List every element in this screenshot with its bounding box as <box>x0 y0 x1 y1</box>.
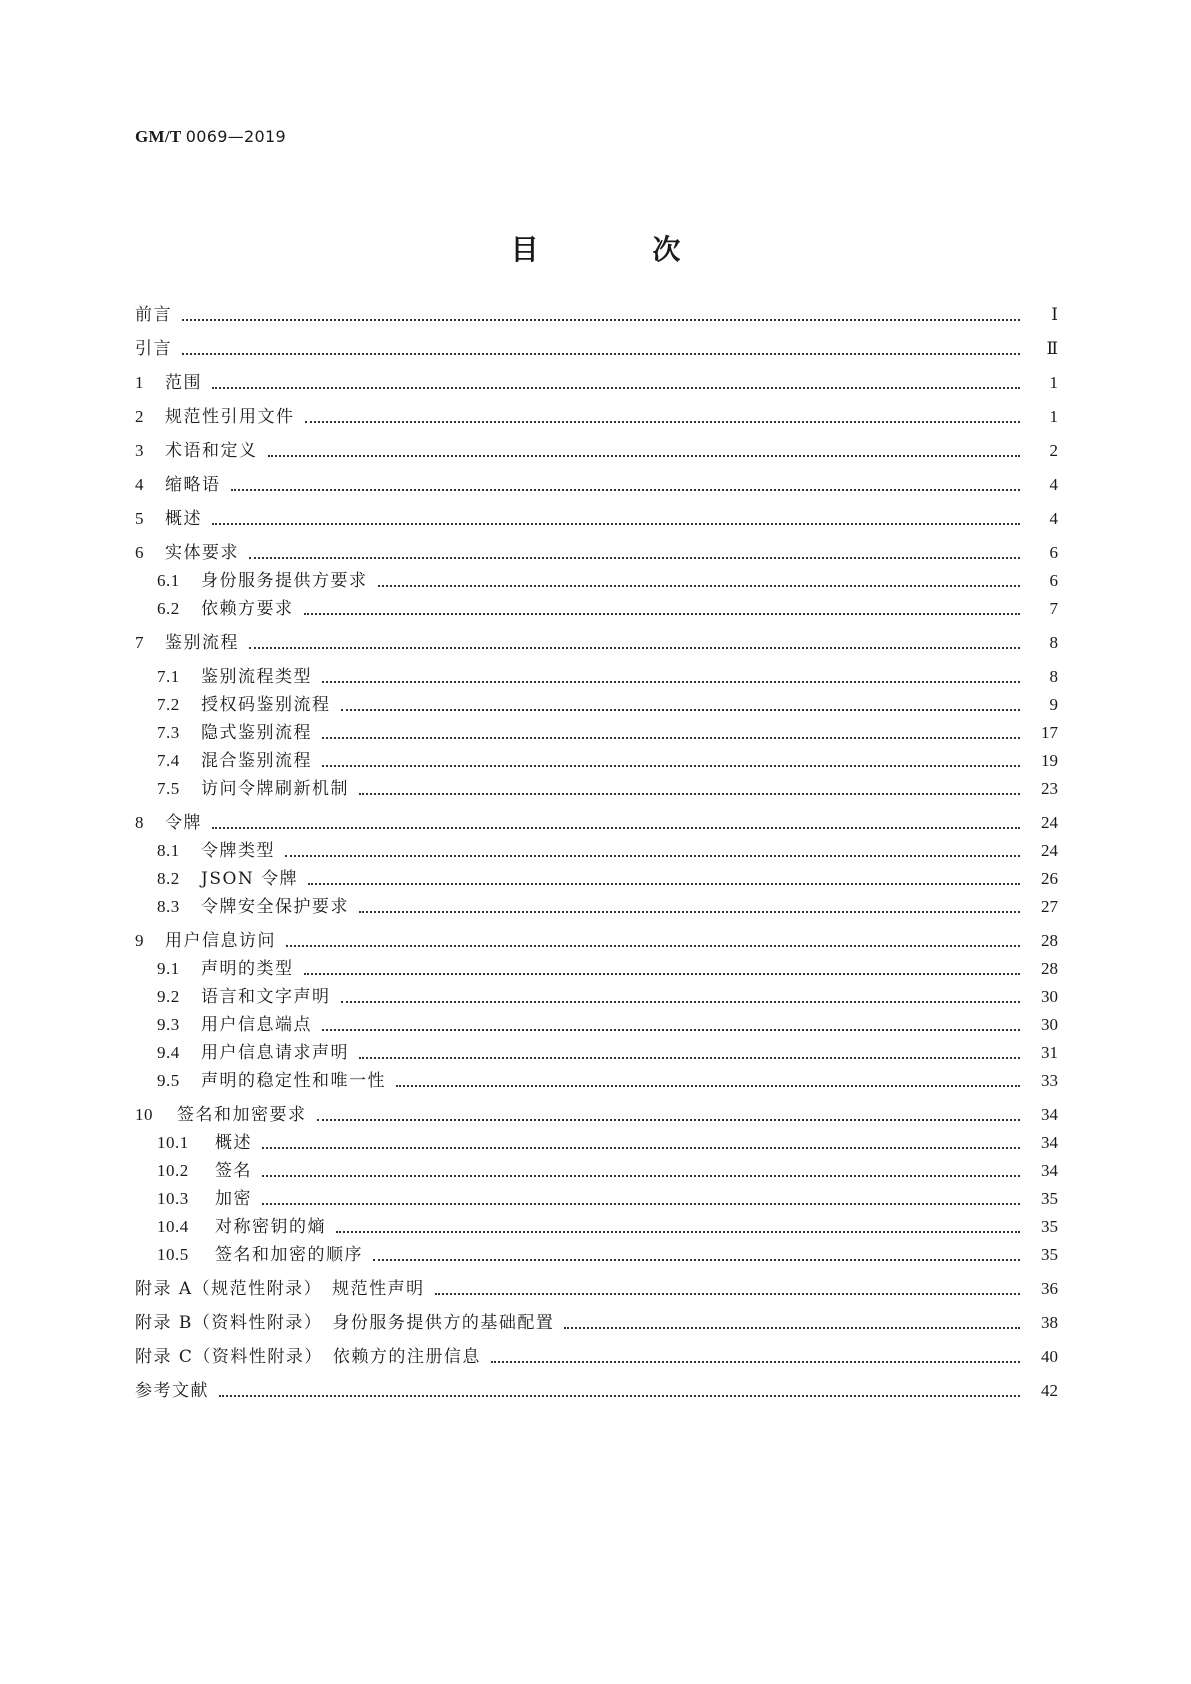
toc-entry-title: 访问令牌刷新机制 <box>201 779 349 799</box>
toc-entry[interactable] <box>157 748 1058 774</box>
toc-dot-leader <box>262 1174 1020 1177</box>
toc-entry-title: 令牌安全保护要求 <box>201 897 349 917</box>
toc-entry[interactable] <box>135 370 1058 396</box>
toc-entry[interactable] <box>135 404 1058 430</box>
toc-page-number: 26 <box>1041 869 1058 888</box>
toc-entry-title: 授权码鉴别流程 <box>201 695 331 715</box>
toc-entry-title: 附录 B（资料性附录） 身份服务提供方的基础配置 <box>135 1313 555 1333</box>
toc-dot-leader <box>285 854 1020 857</box>
standard-code <box>135 127 286 147</box>
toc-page-number: 17 <box>1041 723 1058 742</box>
toc-dot-leader <box>304 612 1021 615</box>
toc-entry-title: 声明的类型 <box>201 959 294 979</box>
toc-dot-leader <box>304 972 1021 975</box>
toc-page-number: 34 <box>1041 1105 1058 1124</box>
toc-entry-title: 用户信息请求声明 <box>201 1043 349 1063</box>
toc-page-number: 4 <box>1049 509 1058 528</box>
toc-dot-leader <box>268 454 1021 457</box>
toc-entry-number: 10.5 <box>157 1245 189 1264</box>
toc-entry-title: 附录 C（资料性附录） 依赖方的注册信息 <box>135 1347 481 1367</box>
toc-entry-title: 签名和加密要求 <box>177 1105 307 1125</box>
toc-entry-number: 6.2 <box>157 599 180 618</box>
toc-dot-leader <box>308 882 1020 885</box>
toc-entry-number: 10.3 <box>157 1189 189 1208</box>
toc-entry-title: 身份服务提供方要求 <box>201 571 368 591</box>
toc-entry[interactable] <box>157 1214 1058 1240</box>
toc-entry-title: 对称密钥的熵 <box>215 1217 326 1237</box>
toc-entry[interactable] <box>157 956 1058 982</box>
toc-entry-title: 鉴别流程 <box>165 633 239 653</box>
toc-entry-title: 语言和文字声明 <box>201 987 331 1007</box>
toc-dot-leader <box>359 910 1020 913</box>
toc-entry-number: 7.5 <box>157 779 180 798</box>
toc-dot-leader <box>212 522 1020 525</box>
toc-entry-title: 声明的稳定性和唯一性 <box>201 1071 386 1091</box>
toc-entry-title: 范围 <box>165 373 202 393</box>
toc-page-number: Ⅱ <box>1046 339 1058 358</box>
toc-entry[interactable] <box>135 1378 1058 1404</box>
toc-dot-leader <box>322 764 1020 767</box>
toc-entry-number: 7.3 <box>157 723 180 742</box>
toc-page-number: 1 <box>1049 407 1058 426</box>
toc-dot-leader <box>373 1258 1020 1261</box>
toc-entry[interactable] <box>157 692 1058 718</box>
toc-entry-title: 加密 <box>215 1189 252 1209</box>
toc-entry-title: 隐式鉴别流程 <box>201 723 312 743</box>
toc-dot-leader <box>435 1292 1020 1295</box>
toc-entry-number: 9.5 <box>157 1071 180 1090</box>
toc-entry[interactable] <box>157 776 1058 802</box>
toc-dot-leader <box>396 1084 1020 1087</box>
standard-code-prefix: GM/T <box>135 127 182 146</box>
toc-entry[interactable] <box>157 568 1058 594</box>
toc-entry-number: 10 <box>135 1105 153 1124</box>
toc-entry-number: 7.4 <box>157 751 180 770</box>
toc-entry-number: 5 <box>135 509 144 528</box>
toc-entry[interactable] <box>135 1102 1058 1128</box>
toc-page-number: 33 <box>1041 1071 1058 1090</box>
toc-entry[interactable] <box>157 1040 1058 1066</box>
toc-dot-leader <box>341 708 1021 711</box>
toc-entry-title: 引言 <box>135 339 172 359</box>
toc-entry-title: 签名 <box>215 1161 252 1181</box>
toc-entry-number: 7.2 <box>157 695 180 714</box>
toc-page-number: Ⅰ <box>1051 305 1058 324</box>
toc-dot-leader <box>491 1360 1020 1363</box>
toc-entry[interactable] <box>157 1242 1058 1268</box>
toc-page-number: 9 <box>1049 695 1058 714</box>
toc-entry-number: 9.1 <box>157 959 180 978</box>
toc-page-number: 4 <box>1049 475 1058 494</box>
toc-dot-leader <box>249 556 1020 559</box>
toc-page-number: 6 <box>1049 571 1058 590</box>
toc-entry-number: 1 <box>135 373 144 392</box>
toc-page-number: 34 <box>1041 1133 1058 1152</box>
toc-dot-leader <box>219 1394 1020 1397</box>
toc-dot-leader <box>564 1326 1020 1329</box>
toc-page-number: 27 <box>1041 897 1058 916</box>
toc-entry[interactable] <box>157 838 1058 864</box>
toc-dot-leader <box>359 792 1020 795</box>
toc-entry-title: 实体要求 <box>165 543 239 563</box>
toc-entry-title: 概述 <box>165 509 202 529</box>
toc-dot-leader <box>336 1230 1020 1233</box>
toc-entry-number: 10.2 <box>157 1161 189 1180</box>
toc-dot-leader <box>212 386 1020 389</box>
toc-entry-number: 9 <box>135 931 144 950</box>
toc-entry-title: 附录 A（规范性附录） 规范性声明 <box>135 1279 425 1299</box>
toc-entry[interactable] <box>157 1186 1058 1212</box>
toc-entry-number: 3 <box>135 441 144 460</box>
toc-entry-number: 10.1 <box>157 1133 189 1152</box>
toc-dot-leader <box>231 488 1021 491</box>
toc-page-number: 38 <box>1041 1313 1058 1332</box>
toc-page-number: 1 <box>1049 373 1058 392</box>
toc-entry[interactable] <box>157 1130 1058 1156</box>
toc-entry-title: 缩略语 <box>165 475 221 495</box>
toc-entry-title: 用户信息访问 <box>165 931 276 951</box>
toc-page-number: 8 <box>1049 667 1058 686</box>
toc-page-number: 36 <box>1041 1279 1058 1298</box>
toc-entry-number: 7.1 <box>157 667 180 686</box>
toc-entry-number: 6 <box>135 543 144 562</box>
toc-entry-number: 10.4 <box>157 1217 189 1236</box>
toc-dot-leader <box>322 680 1020 683</box>
toc-entry-number: 6.1 <box>157 571 180 590</box>
toc-entry[interactable] <box>157 596 1058 622</box>
toc-entry-title: 参考文献 <box>135 1381 209 1401</box>
toc-entry-title: 规范性引用文件 <box>165 407 295 427</box>
toc-entry-title: JSON 令牌 <box>201 869 299 889</box>
toc-page-number: 6 <box>1049 543 1058 562</box>
toc-entry-title: 混合鉴别流程 <box>201 751 312 771</box>
toc-entry-number: 8.3 <box>157 897 180 916</box>
toc-entry-number: 9.3 <box>157 1015 180 1034</box>
toc-page-number: 40 <box>1041 1347 1058 1366</box>
toc-entry[interactable] <box>157 720 1058 746</box>
toc-page-number: 34 <box>1041 1161 1058 1180</box>
toc-dot-leader <box>317 1118 1021 1121</box>
toc-dot-leader <box>341 1000 1021 1003</box>
toc-dot-leader <box>249 646 1020 649</box>
toc-dot-leader <box>262 1146 1020 1149</box>
toc-page-number: 28 <box>1041 959 1058 978</box>
toc-page-number: 8 <box>1049 633 1058 652</box>
toc-entry[interactable] <box>157 1158 1058 1184</box>
toc-entry-title: 用户信息端点 <box>201 1015 312 1035</box>
toc-entry[interactable] <box>135 1310 1058 1336</box>
toc-entry[interactable] <box>157 1012 1058 1038</box>
toc-dot-leader <box>322 1028 1020 1031</box>
toc-dot-leader <box>322 736 1020 739</box>
toc-page-number: 28 <box>1041 931 1058 950</box>
toc-entry[interactable] <box>135 472 1058 498</box>
standard-code-number: 0069—2019 <box>185 127 286 146</box>
toc-entry[interactable] <box>157 866 1058 892</box>
toc-page-number: 30 <box>1041 987 1058 1006</box>
toc-entry[interactable] <box>135 1276 1058 1302</box>
toc-entry[interactable] <box>135 1344 1058 1370</box>
toc-entry-title: 概述 <box>215 1133 252 1153</box>
toc-entry-title: 依赖方要求 <box>201 599 294 619</box>
toc-entry[interactable] <box>135 302 1058 328</box>
toc-page-number: 35 <box>1041 1189 1058 1208</box>
toc-page-number: 19 <box>1041 751 1058 770</box>
toc-entry[interactable] <box>157 664 1058 690</box>
toc-entry-title: 令牌类型 <box>201 841 275 861</box>
toc-dot-leader <box>359 1056 1020 1059</box>
toc-entry[interactable] <box>135 630 1058 656</box>
toc-entry-number: 7 <box>135 633 144 652</box>
toc-page-number: 42 <box>1041 1381 1058 1400</box>
toc-entry-number: 9.4 <box>157 1043 180 1062</box>
toc-entry[interactable] <box>135 438 1058 464</box>
toc-entry-number: 2 <box>135 407 144 426</box>
toc-entry-title: 令牌 <box>165 813 202 833</box>
toc-entry-title: 鉴别流程类型 <box>201 667 312 687</box>
toc-entry[interactable] <box>135 928 1058 954</box>
toc-page-number: 24 <box>1041 813 1058 832</box>
toc-entry-number: 9.2 <box>157 987 180 1006</box>
toc-page-number: 23 <box>1041 779 1058 798</box>
toc-dot-leader <box>286 944 1020 947</box>
toc-entry-number: 8 <box>135 813 144 832</box>
toc-entry-number: 4 <box>135 475 144 494</box>
toc-page-number: 35 <box>1041 1217 1058 1236</box>
toc-page-number: 31 <box>1041 1043 1058 1062</box>
toc-entry-number: 8.1 <box>157 841 180 860</box>
toc-dot-leader <box>262 1202 1020 1205</box>
toc-page-number: 2 <box>1049 441 1058 460</box>
toc-page-number: 24 <box>1041 841 1058 860</box>
toc-entry-title: 前言 <box>135 305 172 325</box>
toc-entry[interactable] <box>135 506 1058 532</box>
toc-entry[interactable] <box>135 810 1058 836</box>
toc-entry[interactable] <box>135 540 1058 566</box>
toc-page-number: 35 <box>1041 1245 1058 1264</box>
toc-dot-leader <box>182 318 1020 321</box>
toc-entry-title: 术语和定义 <box>165 441 258 461</box>
page-title: 目 次 <box>510 233 733 266</box>
toc-entry[interactable] <box>135 336 1058 362</box>
toc-entry[interactable] <box>157 1068 1058 1094</box>
toc-entry-number: 8.2 <box>157 869 180 888</box>
toc-page-number: 7 <box>1049 599 1058 618</box>
toc-dot-leader <box>378 584 1021 587</box>
toc-entry[interactable] <box>157 984 1058 1010</box>
toc-entry[interactable] <box>157 894 1058 920</box>
toc-page-number: 30 <box>1041 1015 1058 1034</box>
toc-dot-leader <box>182 352 1020 355</box>
toc-entry-title: 签名和加密的顺序 <box>215 1245 363 1265</box>
toc-dot-leader <box>212 826 1020 829</box>
toc-dot-leader <box>305 420 1021 423</box>
